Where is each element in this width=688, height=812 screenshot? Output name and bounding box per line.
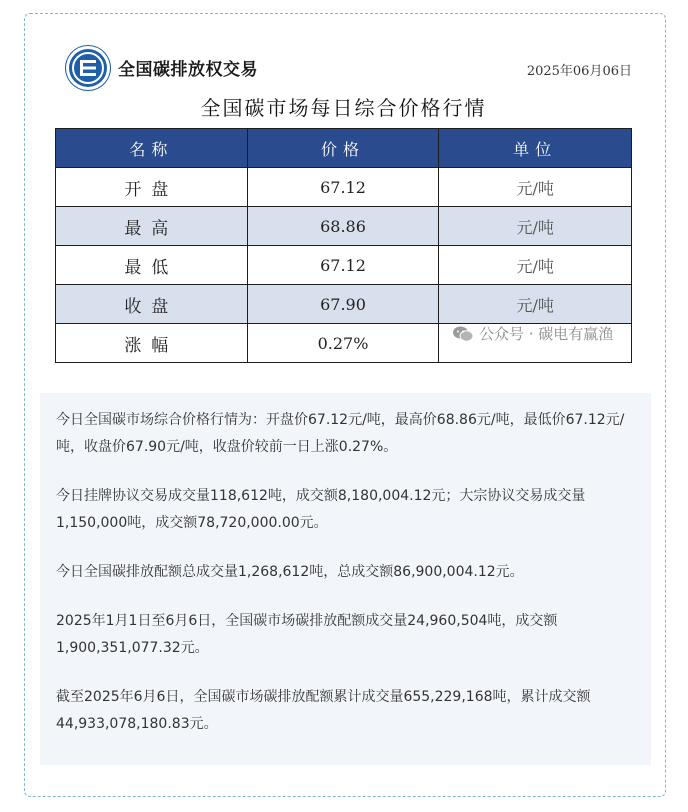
row-unit: 元/吨 — [439, 285, 632, 324]
wechat-icon — [452, 325, 474, 343]
row-name: 最高 — [56, 207, 248, 246]
row-unit: 元/吨 — [439, 168, 632, 207]
summary-paragraph: 今日全国碳排放配额总成交量1,268,612吨，总成交额86,900,004.12元。 — [56, 564, 524, 580]
table-row — [56, 285, 632, 324]
row-price: 68.86 — [247, 207, 439, 246]
row-price: 67.90 — [247, 285, 439, 324]
table-header-row — [56, 129, 632, 168]
report-date: 2025年06月06日 — [526, 64, 632, 79]
row-price: 67.12 — [247, 168, 439, 207]
row-unit: 元/吨 — [439, 207, 632, 246]
summary-paragraph: 截至2025年6月6日，全国碳市场碳排放配额累计成交量655,229,168吨，累计成交额44,933,078,180.83元。 — [56, 689, 591, 732]
row-price: 0.27% — [247, 324, 439, 363]
table-row — [56, 168, 632, 207]
row-unit: 元/吨 — [439, 246, 632, 285]
row-name: 开盘 — [56, 168, 248, 207]
brand-name: 全国碳排放权交易 — [118, 60, 258, 80]
watermark — [452, 323, 613, 344]
summary-paragraph: 今日全国碳市场综合价格行情为：开盘价67.12元/吨，最高价68.86元/吨，最低价67.12元/吨，收盘价67.90元/吨，收盘价较前一日上涨0.27%。 — [56, 412, 625, 455]
column-header-unit: 单位 — [439, 129, 632, 168]
summary-paragraph: 今日挂牌协议交易成交量118,612吨，成交额8,180,004.12元；大宗协议交易成交量1,150,000吨，成交额78,720,000.00元。 — [56, 488, 586, 531]
table-row — [56, 246, 632, 285]
column-header-name: 名称 — [56, 129, 248, 168]
header — [66, 46, 636, 90]
page-title: 全国碳市场每日综合价格行情 — [200, 96, 487, 120]
exchange-logo-icon — [66, 46, 110, 90]
row-name: 收盘 — [56, 285, 248, 324]
column-header-price: 价格 — [247, 129, 439, 168]
row-name: 涨幅 — [56, 324, 248, 363]
row-price: 67.12 — [247, 246, 439, 285]
watermark-text: 公众号 · 碳电有赢渔 — [479, 325, 614, 343]
summary-paragraph: 2025年1月1日至6月6日，全国碳市场碳排放配额成交量24,960,504吨，成交额1,900,351,077.32元。 — [56, 613, 558, 656]
table-row — [56, 207, 632, 246]
summary-panel — [40, 393, 651, 765]
row-name: 最低 — [56, 246, 248, 285]
